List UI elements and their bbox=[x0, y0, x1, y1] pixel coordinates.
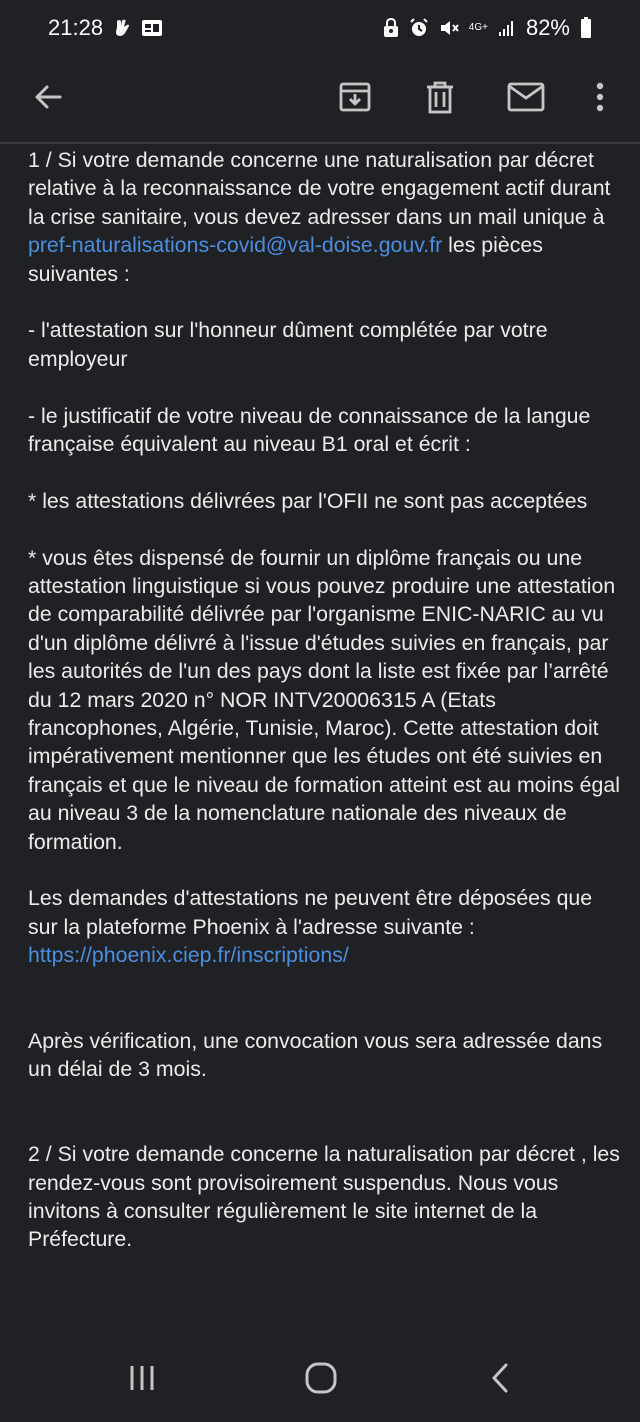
alarm-icon bbox=[409, 18, 429, 38]
status-left bbox=[48, 15, 163, 41]
nav-back-button[interactable] bbox=[476, 1360, 524, 1400]
paragraph-5: * vous êtes dispensé de fournir un diplôme français ou une attestation linguistique si vous pouvez produire une attestation de comparabilité délivrée par l'organisme ENIC-NARIC au vu d'un diplôme délivré à l'issue d'études suivies en français, par les autorités de l'un des pays dont la liste est fixée par l’arrêté du 12 mars 2020 n° NOR INTV20006315 A (Etats francophones, Algérie, Tunisie, Maroc). Cette attestation doit impérativement mentionner que les études ont été suivies en français et que le niveau de formation atteint est au moins égal au niveau 3 de la nomenclature nationale des niveaux de formation. bbox=[28, 545, 620, 854]
archive-icon bbox=[338, 80, 372, 119]
message-toolbar bbox=[0, 56, 640, 142]
gallery-notification-icon bbox=[141, 19, 163, 37]
delete-button[interactable] bbox=[416, 75, 464, 123]
arrow-back-icon bbox=[32, 81, 64, 118]
recents-button[interactable] bbox=[118, 1360, 166, 1400]
paragraph-8: 2 / Si votre demande concerne la naturalisation par décret , les rendez-vous sont provisoirement suspendus. Nous vous invitons à consulter régulièrement le site internet de la Préfecture. bbox=[28, 1142, 620, 1252]
email-link[interactable]: pref-naturalisations-covid@val-doise.gouv.fr bbox=[28, 233, 443, 258]
toolbar-divider bbox=[0, 142, 640, 144]
more-options-button[interactable] bbox=[576, 75, 624, 123]
recents-icon bbox=[127, 1363, 157, 1398]
delete-icon bbox=[424, 80, 456, 119]
paragraph-6 bbox=[28, 884, 620, 969]
hand-icon bbox=[113, 18, 131, 38]
battery-percent: 82% bbox=[525, 15, 570, 40]
status-right bbox=[383, 15, 592, 41]
mute-icon bbox=[439, 18, 459, 38]
nav-back-icon bbox=[489, 1363, 511, 1398]
mark-unread-button[interactable] bbox=[502, 75, 550, 123]
more-vert-icon bbox=[595, 82, 605, 117]
paragraph-2: - l'attestation sur l'honneur dûment complétée par votre employeur bbox=[28, 318, 548, 371]
paragraph-7: Après vérification, une convocation vous sera adressée dans un délai de 3 mois. bbox=[28, 1028, 603, 1081]
lock-icon bbox=[383, 18, 399, 38]
paragraph-3: - le justificatif de votre niveau de connaissance de la langue française équivalent au niveau B1 oral et écrit : bbox=[28, 403, 591, 457]
paragraph-6-text: Les demandes d'attestations ne peuvent être déposées que sur la plateforme Phoenix à l'adresse suivante : bbox=[28, 886, 593, 939]
status-bar bbox=[0, 0, 640, 56]
navigation-bar bbox=[0, 1340, 640, 1422]
home-icon bbox=[304, 1361, 338, 1400]
clock: 21:28 bbox=[48, 15, 104, 40]
home-button[interactable] bbox=[297, 1360, 345, 1400]
archive-button[interactable] bbox=[331, 75, 379, 123]
paragraph-1-end: les pièces suivantes : bbox=[28, 233, 543, 286]
paragraph-1 bbox=[28, 146, 620, 288]
phoenix-link[interactable]: https://phoenix.ciep.fr/inscriptions/ bbox=[28, 943, 349, 968]
mail-icon bbox=[507, 82, 545, 117]
signal-icon bbox=[498, 19, 516, 37]
network-type: 4G+ bbox=[468, 22, 488, 33]
paragraph-4: * les attestations délivrées par l'OFII ne sont pas acceptées bbox=[28, 488, 588, 513]
message-body bbox=[28, 146, 620, 1254]
paragraph-1-text: 1 / Si votre demande concerne une naturalisation par décret relative à la reconnaissance de votre engagement actif durant la crise sanitaire, vous devez adresser dans un mail unique à bbox=[28, 148, 611, 229]
back-button[interactable] bbox=[24, 75, 72, 123]
battery-icon bbox=[580, 17, 592, 39]
